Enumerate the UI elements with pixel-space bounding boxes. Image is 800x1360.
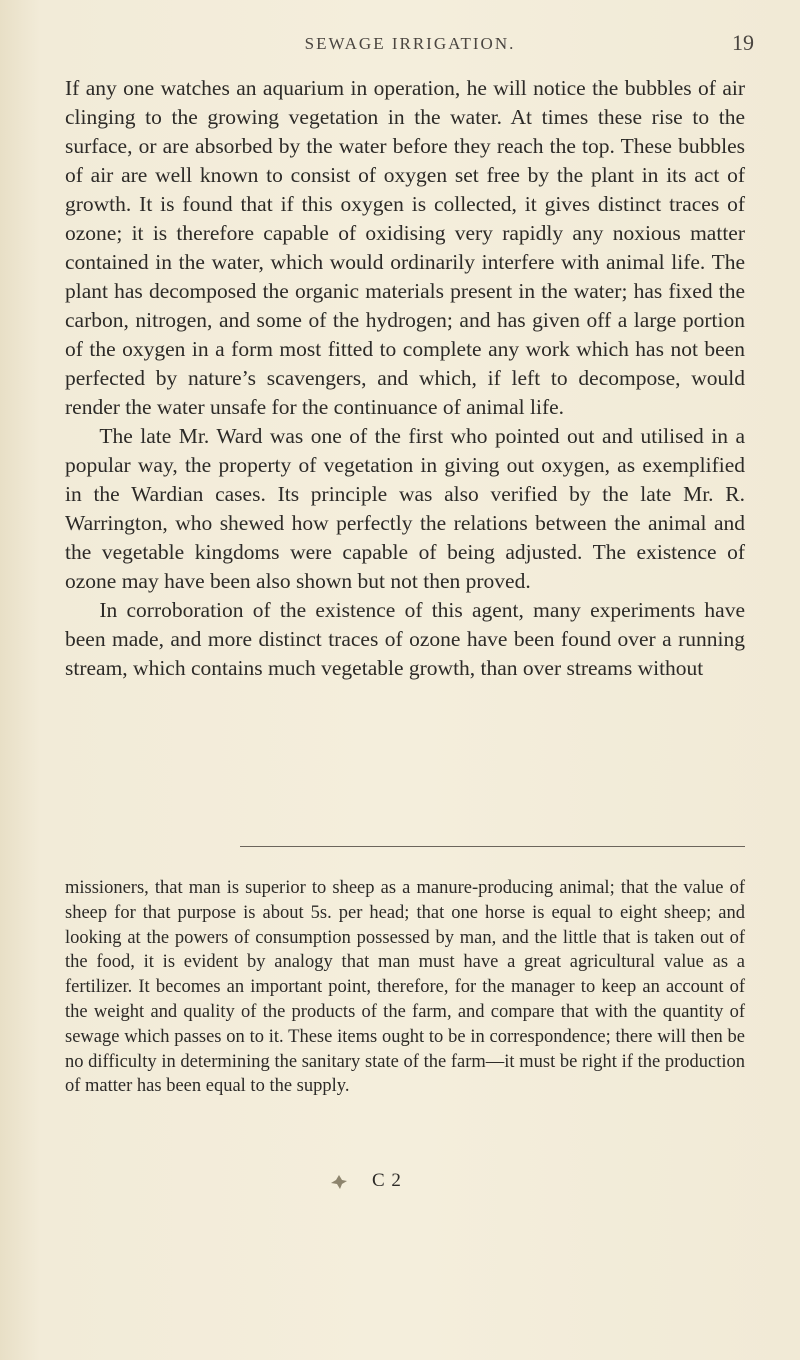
page-number: 19 bbox=[732, 30, 754, 55]
footnote-divider bbox=[240, 846, 745, 847]
ink-stain-icon bbox=[330, 1174, 348, 1190]
running-head bbox=[60, 30, 760, 64]
footnote-text: missioners, that man is superior to sheep as a manure-producing animal; that the value of sheep for that purpose is about 5s. per head; that one horse is equal to eight sheep; and looking at the powers of consumption possessed by man, and the little that is taken out of the food, it is evident by analogy that man must have a great agricultural value as a fertilizer. It becomes an important point, therefore, for the manager to keep an account of the weight and quality of the products of the farm, and compare that with the quantity of sewage which passes on to it. These items ought to be in correspondence; there will then be no difficulty in determining the sanitary state of the farm—it must be right if the production of matter has been equal to the supply. bbox=[65, 878, 745, 1097]
paragraph: If any one watches an aquarium in operation, he will notice the bubbles of air clinging to the growing vegetation in the water. At times these rise to the surface, or are absorbed by the water before they reach the top. These bubbles of air are well known to consist of oxygen set free by the plant in its act of growth. It is found that if this oxygen is collected, it gives distinct traces of ozone; it is therefore capable of oxidising very rapidly any noxious matter contained in the water, which would ordinarily interfere with animal life. The plant has decomposed the organic materials present in the water; has fixed the carbon, nitrogen, and some of the hydrogen; and has given off a large portion of the oxygen in a form most fitted to complete any work which has not been perfected by nature’s scavengers, and which, if left to decompose, would render the water unsafe for the continuance of animal life. bbox=[65, 76, 745, 419]
signature-mark: C 2 bbox=[372, 1170, 402, 1191]
footnote bbox=[65, 876, 745, 1099]
paragraph: In corroboration of the existence of this agent, many experiments have been made, and more distinct traces of ozone have been found over a running stream, which contains much vegetable growth, than over streams without bbox=[65, 598, 745, 680]
running-title: SEWAGE IRRIGATION. bbox=[304, 34, 516, 53]
paragraph: The late Mr. Ward was one of the first who pointed out and utilised in a popular way, the property of vegetation in giving out oxygen, as exemplified in the Wardian cases. Its principle was also verified by the late Mr. R. Warrington, who shewed how perfectly the relations between the animal and the vegetable kingdoms were capable of being adjusted. The existence of ozone may have been also shown but not then proved. bbox=[65, 424, 745, 593]
main-text bbox=[65, 74, 745, 683]
